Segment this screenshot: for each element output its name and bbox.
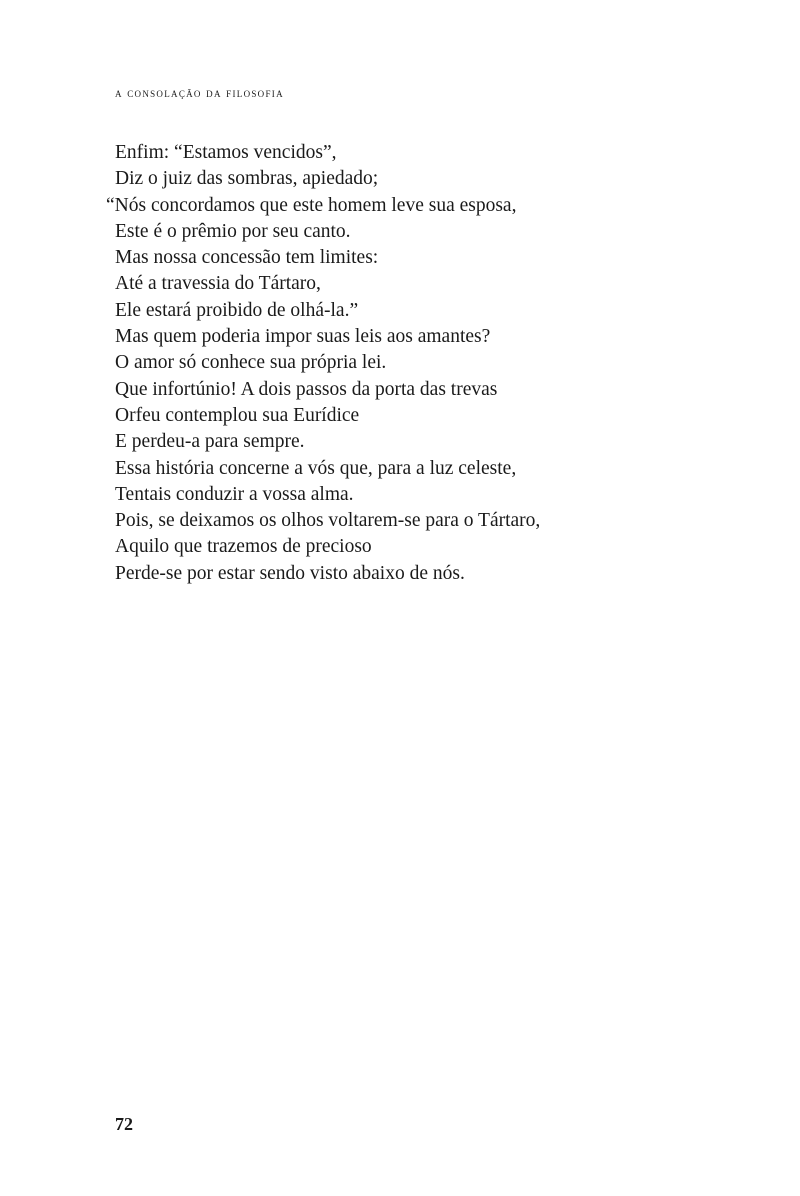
poem-line: Enfim: “Estamos vencidos”, (115, 142, 337, 163)
poem-line: Ele estará proibido de olhá-la.” (115, 299, 359, 321)
poem-line: Mas quem poderia impor suas leis aos amantes? (115, 326, 491, 348)
poem-line: Diz o juiz das sombras, apiedado; (115, 168, 379, 190)
poem-line: Pois, se deixamos os olhos voltarem-se para o Tártaro, (115, 510, 541, 532)
poem-line: Aquilo que trazemos de precioso (115, 536, 372, 558)
poem-line: Perde-se por estar sendo visto abaixo de nós. (115, 562, 465, 584)
poem-line: E perdeu-a para sempre. (115, 431, 305, 453)
poem-body (106, 140, 541, 587)
poem-line: Tentais conduzir a vossa alma. (115, 483, 354, 505)
running-head: a consolação da filosofia (115, 86, 284, 100)
poem-line: Até a travessia do Tártaro, (115, 273, 321, 295)
poem-line: Essa história concerne a vós que, para a luz celeste, (115, 457, 517, 479)
poem-line: Que infortúnio! A dois passos da porta das trevas (115, 378, 498, 400)
poem-line: O amor só conhece sua própria lei. (115, 352, 387, 374)
poem-line: “Nós concordamos que este homem leve sua esposa, (106, 194, 517, 216)
poem-line: Mas nossa concessão tem limites: (115, 247, 379, 269)
poem-line: Este é o prêmio por seu canto. (115, 220, 351, 242)
poem-line: Orfeu contemplou sua Eurídice (115, 404, 360, 426)
page-number: 72 (115, 1114, 133, 1134)
